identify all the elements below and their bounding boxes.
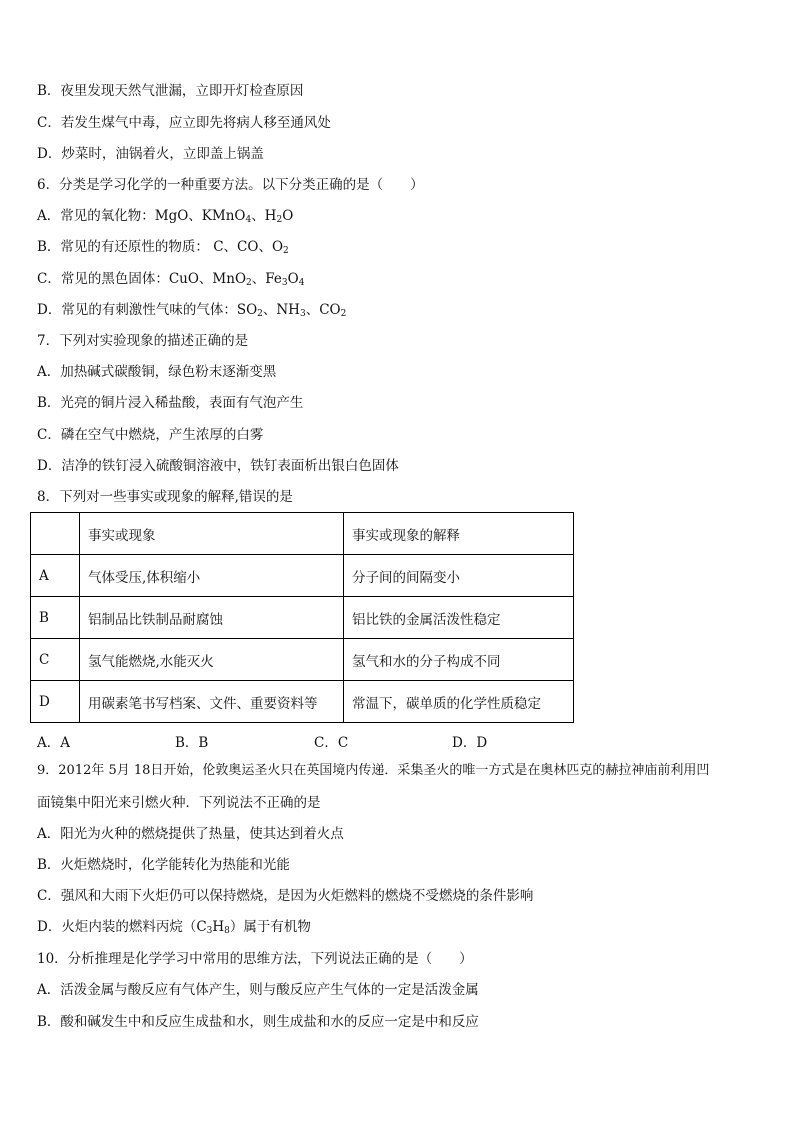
q10-stem: 10．分析推理是化学学习中常用的思维方法，下列说法正确的是（ ） [37,951,473,967]
q5-option-c: C．若发生煤气中毒，应立即先将病人移至通风处 [37,115,331,131]
q6-stem: 6．分类是学习化学的一种重要方法。以下分类正确的是（ ） [37,177,424,193]
q9-option-a: A．阳光为火种的燃烧提供了热量，使其达到着火点 [37,826,344,842]
q7-option-a: A．加热碱式碳酸铜，绿色粉末逐渐变黑 [37,364,277,380]
q7-option-d: D．洁净的铁钉浸入硫酸铜溶液中，铁钉表面析出银白色固体 [37,458,399,474]
q10-option-b: B．酸和碱发生中和反应生成盐和水，则生成盐和水的反应一定是中和反应 [37,1014,479,1030]
q10-option-a: A．活泼金属与酸反应有气体产生，则与酸反应产生气体的一定是活泼金属 [37,982,479,998]
table-row [31,681,574,723]
q8-stem: 8．下列对一些事实或现象的解释,错误的是 [37,489,293,505]
table-cell: 用碳素笔书写档案、文件、重要资料等 [80,681,344,723]
q8-option-c: C．C [314,735,349,751]
q6-option-d: D．常见的有刺激性气味的气体：$SO_2$、$NH_3$、$CO_2$ [37,302,347,319]
q7-option-b: B．光亮的铜片浸入稀盐酸，表面有气泡产生 [37,395,304,411]
table-cell: D [31,681,80,723]
q9-stem-line1: 9．2012年 5月 18日开始，伦敦奥运圣火只在英国境内传递．采集圣火的唯一方式是在奥林匹克的赫拉神庙前利用凹 [37,763,710,778]
q6-option-c: C．常见的黑色固体：CuO、MnO$_2$、$Fe_3O_4$ [37,271,305,288]
table-cell: 铝制品比铁制品耐腐蚀 [80,597,344,639]
table-cell: 分子间的间隔变小 [344,555,574,597]
q8-option-a: A．A [37,735,70,751]
table-cell: A [31,555,80,597]
q7-stem: 7．下列对实验现象的描述正确的是 [37,333,249,349]
table-row [31,555,574,597]
q8-option-d: D．D [452,735,488,751]
q8-option-b: B．B [175,735,209,751]
q5-option-d: D．炒菜时，油锅着火，立即盖上锅盖 [37,146,264,162]
q6-option-b: B．常见的有还原性的物质： C、CO、$O_2$ [37,239,289,256]
table-cell: C [31,639,80,681]
q8-table [30,512,574,723]
q9-stem-line2: 面镜集中阳光来引燃火种．下列说法不正确的是 [37,795,321,811]
table-header-cell: 事实或现象的解释 [344,513,574,555]
table-row [31,597,574,639]
table-header-cell: 事实或现象 [80,513,344,555]
q9-option-b: B．火炬燃烧时，化学能转化为热能和光能 [37,857,290,873]
q7-option-c: C．磷在空气中燃烧，产生浓厚的白雾 [37,427,264,443]
q9-option-c: C．强风和大雨下火炬仍可以保持燃烧，是因为火炬燃料的燃烧不受燃烧的条件影响 [37,888,534,904]
q5-option-b: B．夜里发现天然气泄漏，立即开灯检查原因 [37,83,304,99]
table-header-row [31,513,574,555]
q9-option-d: D．火炬内装的燃料丙烷$(C_3H_8)$属于有机物 [37,919,311,936]
table-cell: 气体受压,体积缩小 [80,555,344,597]
table-cell: 铝比铁的金属活泼性稳定 [344,597,574,639]
q6-option-a: A．常见的氧化物：MgO、KMnO$_4$、$H_2O$ [37,208,294,225]
table-cell: B [31,597,80,639]
table-cell: 氢气能燃烧,水能灭火 [80,639,344,681]
q8-options [37,731,597,749]
table-row [31,639,574,681]
table-header-cell [31,513,80,555]
table-cell: 常温下，碳单质的化学性质稳定 [344,681,574,723]
table-cell: 氢气和水的分子构成不同 [344,639,574,681]
